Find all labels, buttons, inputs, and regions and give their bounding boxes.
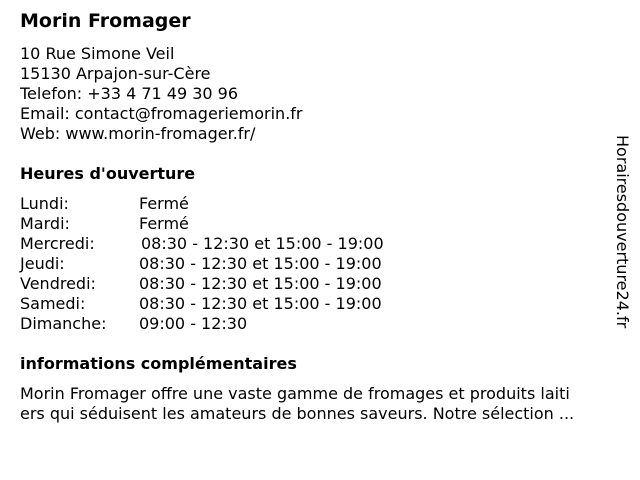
hours-time: 08:30 - 12:30 et 15:00 - 19:00 — [141, 234, 384, 253]
hours-heading: Heures d'ouverture — [20, 164, 196, 183]
phone-line: Telefon: +33 4 71 49 30 96 — [20, 84, 239, 103]
info-description — [20, 384, 625, 424]
info-line: ers qui séduisent les amateurs de bonnes saveurs. Notre sélection ... — [20, 404, 575, 423]
contact-block — [20, 44, 302, 144]
watermark-text: Horairesdouverture24.fr — [613, 135, 632, 329]
hours-day: Dimanche: — [20, 314, 107, 333]
web-line: Web: www.morin-fromager.fr/ — [20, 124, 256, 143]
hours-time: Fermé — [139, 214, 189, 233]
hours-day: Lundi: — [20, 194, 69, 213]
hours-day: Mardi: — [20, 214, 70, 233]
hours-time: 09:00 - 12:30 — [139, 314, 248, 333]
hours-day: Mercredi: — [20, 234, 95, 253]
hours-time: 08:30 - 12:30 et 15:00 - 19:00 — [139, 294, 382, 313]
hours-day: Jeudi: — [20, 254, 65, 273]
address-street: 10 Rue Simone Veil — [20, 44, 175, 63]
business-name: Morin Fromager — [20, 10, 191, 32]
hours-time: 08:30 - 12:30 et 15:00 - 19:00 — [139, 274, 382, 293]
email-line: Email: contact@fromageriemorin.fr — [20, 104, 303, 123]
hours-time: 08:30 - 12:30 et 15:00 - 19:00 — [139, 254, 382, 273]
hours-day: Samedi: — [20, 294, 86, 313]
info-heading: informations complémentaires — [20, 354, 297, 373]
info-line: Morin Fromager offre une vaste gamme de fromages et produits laiti — [20, 384, 570, 403]
address-city: 15130 Arpajon-sur-Cère — [20, 64, 211, 83]
hours-time: Fermé — [139, 194, 189, 213]
hours-day: Vendredi: — [20, 274, 96, 293]
